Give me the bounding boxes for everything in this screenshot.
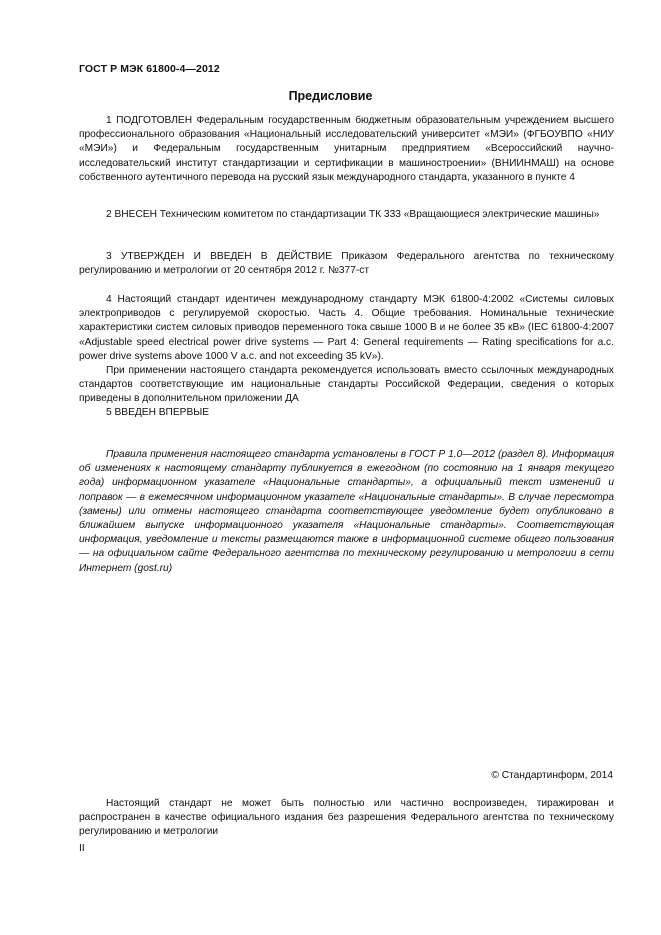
reproduction-notice: Настоящий стандарт не может быть полностью или частично воспроизведен, тиражирован и распространен в качестве официального издания без разрешения Федерального агентства по техническому регулированию и метрологии — [79, 798, 614, 838]
notice-block — [79, 448, 614, 576]
paragraph-1-block — [79, 114, 614, 185]
paragraph-3-block — [79, 250, 614, 278]
paragraph-first-introduced: 5 ВВЕДЕН ВПЕРВЫЕ — [106, 407, 210, 418]
paragraph-introduced-by: 2 ВНЕСЕН Техническим комитетом по стандартизации ТК 333 «Вращающиеся электрические машины» — [106, 209, 600, 220]
standard-code-header: ГОСТ Р МЭК 61800-4—2012 — [79, 63, 220, 75]
reproduction-block — [79, 797, 614, 840]
paragraph-identical-standard: 4 Настоящий стандарт идентичен международному стандарту МЭК 61800-4:2002 «Системы силовых электроприводов с регулируемой скоростью. Часть 4. Общие требования. Номинальные технические характеристики систем силовых приводов переменного тока свыше 1000 В и не более 35 кВ» (IEC 61800-4:2007 «Adjustable speed electrical power drive systems — Part 4: General requirements — Rating specifications for a.c. power drive systems above 1000 V a.c. and not exceeding 35 kV»). — [79, 294, 614, 362]
paragraph-2-block — [79, 208, 614, 222]
page-title: Предисловие — [288, 89, 373, 103]
paragraph-4-block — [79, 293, 614, 407]
page-number: II — [79, 843, 85, 854]
application-rules-notice: Правила применения настоящего стандарта установлены в ГОСТ Р 1.0—2012 (раздел 8). Информация об изменениях к настоящему стандарту публикуется в ежегодном (по состоянию на 1 января текущего года) информационном указателе «Национальные стандарты», а официальный текст изменений и поправок — в ежемесячном информационном указателе «Национальные стандарты». В случае пересмотра (замены) или отмены настоящего стандарта соответствующее уведомление будет опубликовано в ближайшем выпуске информационного указателя «Национальные стандарты». Соответствующая информация, уведомление и тексты размещаются также в информационной системе общего пользования — на официальном сайте Федерального агентства по техническому регулированию и метрологии в сети Интернет (gost.ru) — [79, 449, 614, 574]
paragraph-prepared-by: 1 ПОДГОТОВЛЕН Федеральным государственным бюджетным образовательным учреждением высшего профессионального образования «Национальный исследовательский университет «МЭИ» (ФГБОУВПО «НИУ «МЭИ») и Федеральным государственным унитарным предприятием «Всероссийский научно-исследовательский институт стандартизации и сертификации в машиностроении» (ВНИИНМАШ) на основе собственного аутентичного перевода на русский язык международного стандарта, указанного в пункте 4 — [79, 115, 614, 183]
paragraph-approved: 3 УТВЕРЖДЕН И ВВЕДЕН В ДЕЙСТВИЕ Приказом Федерального агентства по техническому регулированию и метрологии от 20 сентября 2012 г. №377-ст — [79, 251, 614, 277]
paragraph-5-block — [79, 406, 614, 420]
paragraph-reference-standards: При применении настоящего стандарта рекомендуется использовать вместо ссылочных международных стандартов соответствующие им национальные стандарты Российской Федерации, сведения о которых приведены в дополнительном приложении ДА — [79, 365, 614, 405]
copyright-line: © Стандартинформ, 2014 — [491, 770, 613, 781]
